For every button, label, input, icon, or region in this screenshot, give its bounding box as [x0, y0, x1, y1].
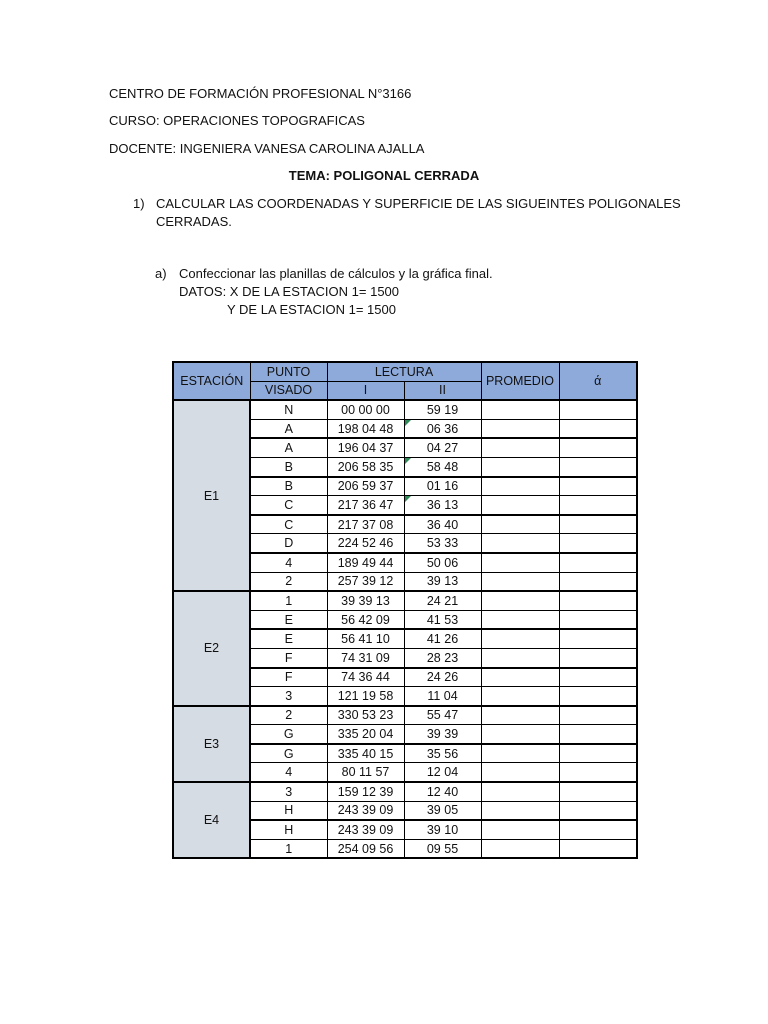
alpha-cell	[559, 820, 637, 839]
topic-title: TEMA: POLIGONAL CERRADA	[288, 168, 480, 183]
punto-visado-cell: C	[250, 515, 327, 534]
promedio-cell	[481, 668, 559, 687]
punto-visado-cell: 2	[250, 706, 327, 725]
promedio-cell	[481, 419, 559, 438]
table-row	[173, 591, 637, 610]
punto-visado-cell: D	[250, 534, 327, 553]
punto-visado-cell: E	[250, 629, 327, 648]
lectura-ii-cell: 24 21	[404, 591, 481, 610]
punto-visado-cell: 4	[250, 763, 327, 782]
punto-visado-cell: 3	[250, 782, 327, 801]
punto-visado-cell: H	[250, 801, 327, 820]
lectura-i-cell: 254 09 56	[327, 839, 404, 858]
lectura-ii-cell: 36 13	[404, 496, 481, 515]
promedio-cell	[481, 477, 559, 496]
lectura-i-cell: 00 00 00	[327, 400, 404, 419]
punto-visado-cell: 2	[250, 572, 327, 591]
promedio-cell	[481, 820, 559, 839]
lectura-ii-cell: 12 04	[404, 763, 481, 782]
alpha-cell	[559, 687, 637, 706]
lectura-i-cell: 56 41 10	[327, 629, 404, 648]
header-punto: PUNTO	[250, 362, 327, 381]
punto-visado-cell: C	[250, 496, 327, 515]
promedio-cell	[481, 648, 559, 667]
alpha-cell	[559, 591, 637, 610]
promedio-cell	[481, 839, 559, 858]
alpha-cell	[559, 782, 637, 801]
lectura-i-cell: 335 20 04	[327, 725, 404, 744]
alpha-cell	[559, 400, 637, 419]
punto-visado-cell: G	[250, 725, 327, 744]
punto-visado-cell: 1	[250, 591, 327, 610]
punto-visado-cell: 3	[250, 687, 327, 706]
lectura-i-cell: 206 59 37	[327, 477, 404, 496]
lectura-ii-cell: 12 40	[404, 782, 481, 801]
alpha-cell	[559, 629, 637, 648]
lectura-ii-cell: 41 26	[404, 629, 481, 648]
lectura-ii-cell: 01 16	[404, 477, 481, 496]
punto-visado-cell: B	[250, 457, 327, 476]
alpha-cell	[559, 763, 637, 782]
promedio-cell	[481, 438, 559, 457]
table-row	[173, 706, 637, 725]
header-lectura-ii: II	[404, 381, 481, 400]
lectura-ii-cell: 55 47	[404, 706, 481, 725]
promedio-cell	[481, 515, 559, 534]
promedio-cell	[481, 782, 559, 801]
station-cell: E1	[173, 400, 250, 591]
lectura-i-cell: 224 52 46	[327, 534, 404, 553]
lectura-ii-cell: 50 06	[404, 553, 481, 572]
header-alpha: ά	[559, 362, 637, 400]
lectura-i-cell: 74 31 09	[327, 648, 404, 667]
lectura-i-cell: 196 04 37	[327, 438, 404, 457]
item-a-letter: a)	[155, 266, 167, 281]
teacher-line: DOCENTE: INGENIERA VANESA CAROLINA AJALLA	[109, 141, 425, 156]
lectura-ii-cell: 11 04	[404, 687, 481, 706]
institution-line: CENTRO DE FORMACIÓN PROFESIONAL N°3166	[109, 86, 412, 101]
alpha-cell	[559, 744, 637, 763]
alpha-cell	[559, 496, 637, 515]
lectura-ii-cell: 35 56	[404, 744, 481, 763]
header-promedio: PROMEDIO	[481, 362, 559, 400]
header-lectura: LECTURA	[327, 362, 481, 381]
header-visado: VISADO	[250, 381, 327, 400]
lectura-i-cell: 80 11 57	[327, 763, 404, 782]
lectura-ii-cell: 04 27	[404, 438, 481, 457]
station-cell: E4	[173, 782, 250, 858]
lectura-i-cell: 243 39 09	[327, 820, 404, 839]
lectura-i-cell: 39 39 13	[327, 591, 404, 610]
alpha-cell	[559, 706, 637, 725]
data-y-line: Y DE LA ESTACION 1= 1500	[227, 302, 396, 317]
lectura-ii-cell: 06 36	[404, 419, 481, 438]
lectura-ii-cell: 39 05	[404, 801, 481, 820]
lectura-i-cell: 159 12 39	[327, 782, 404, 801]
data-x-line: DATOS: X DE LA ESTACION 1= 1500	[179, 284, 400, 299]
alpha-cell	[559, 610, 637, 629]
item-1-text-cont: CERRADAS.	[156, 214, 232, 229]
table-row	[173, 400, 637, 419]
alpha-cell	[559, 839, 637, 858]
promedio-cell	[481, 629, 559, 648]
lectura-ii-cell: 53 33	[404, 534, 481, 553]
lectura-i-cell: 56 42 09	[327, 610, 404, 629]
alpha-cell	[559, 457, 637, 476]
lectura-ii-cell: 58 48	[404, 457, 481, 476]
promedio-cell	[481, 744, 559, 763]
punto-visado-cell: F	[250, 648, 327, 667]
promedio-cell	[481, 706, 559, 725]
lectura-ii-cell: 36 40	[404, 515, 481, 534]
lectura-i-cell: 217 37 08	[327, 515, 404, 534]
lectura-i-cell: 217 36 47	[327, 496, 404, 515]
promedio-cell	[481, 763, 559, 782]
lectura-ii-cell: 59 19	[404, 400, 481, 419]
promedio-cell	[481, 457, 559, 476]
item-1-text: CALCULAR LAS COORDENADAS Y SUPERFICIE DE LAS SIGUEINTES POLIGONALES	[156, 196, 681, 211]
lectura-i-cell: 335 40 15	[327, 744, 404, 763]
punto-visado-cell: E	[250, 610, 327, 629]
header-estacion: ESTACIÓN	[173, 362, 250, 400]
punto-visado-cell: 4	[250, 553, 327, 572]
lectura-ii-cell: 39 13	[404, 572, 481, 591]
promedio-cell	[481, 610, 559, 629]
promedio-cell	[481, 801, 559, 820]
lectura-i-cell: 243 39 09	[327, 801, 404, 820]
alpha-cell	[559, 419, 637, 438]
lectura-ii-cell: 39 10	[404, 820, 481, 839]
readings-table	[172, 361, 638, 859]
punto-visado-cell: B	[250, 477, 327, 496]
lectura-ii-cell: 24 26	[404, 668, 481, 687]
lectura-i-cell: 189 49 44	[327, 553, 404, 572]
alpha-cell	[559, 477, 637, 496]
station-cell: E3	[173, 706, 250, 782]
promedio-cell	[481, 400, 559, 419]
punto-visado-cell: G	[250, 744, 327, 763]
alpha-cell	[559, 801, 637, 820]
alpha-cell	[559, 553, 637, 572]
item-a-text: Confeccionar las planillas de cálculos y la gráfica final.	[179, 266, 493, 281]
promedio-cell	[481, 687, 559, 706]
lectura-ii-cell: 28 23	[404, 648, 481, 667]
lectura-i-cell: 74 36 44	[327, 668, 404, 687]
promedio-cell	[481, 496, 559, 515]
lectura-ii-cell: 39 39	[404, 725, 481, 744]
lectura-i-cell: 121 19 58	[327, 687, 404, 706]
alpha-cell	[559, 534, 637, 553]
lectura-ii-cell: 09 55	[404, 839, 481, 858]
alpha-cell	[559, 572, 637, 591]
punto-visado-cell: 1	[250, 839, 327, 858]
lectura-i-cell: 198 04 48	[327, 419, 404, 438]
promedio-cell	[481, 572, 559, 591]
header-lectura-i: I	[327, 381, 404, 400]
item-1-number: 1)	[133, 196, 145, 211]
lectura-i-cell: 330 53 23	[327, 706, 404, 725]
table-row	[173, 782, 637, 801]
punto-visado-cell: A	[250, 419, 327, 438]
lectura-ii-cell: 41 53	[404, 610, 481, 629]
alpha-cell	[559, 725, 637, 744]
promedio-cell	[481, 534, 559, 553]
promedio-cell	[481, 725, 559, 744]
promedio-cell	[481, 591, 559, 610]
station-cell: E2	[173, 591, 250, 706]
alpha-cell	[559, 668, 637, 687]
punto-visado-cell: H	[250, 820, 327, 839]
punto-visado-cell: N	[250, 400, 327, 419]
alpha-cell	[559, 438, 637, 457]
punto-visado-cell: F	[250, 668, 327, 687]
alpha-cell	[559, 648, 637, 667]
punto-visado-cell: A	[250, 438, 327, 457]
lectura-i-cell: 206 58 35	[327, 457, 404, 476]
lectura-i-cell: 257 39 12	[327, 572, 404, 591]
alpha-cell	[559, 515, 637, 534]
course-line: CURSO: OPERACIONES TOPOGRAFICAS	[109, 113, 365, 128]
promedio-cell	[481, 553, 559, 572]
